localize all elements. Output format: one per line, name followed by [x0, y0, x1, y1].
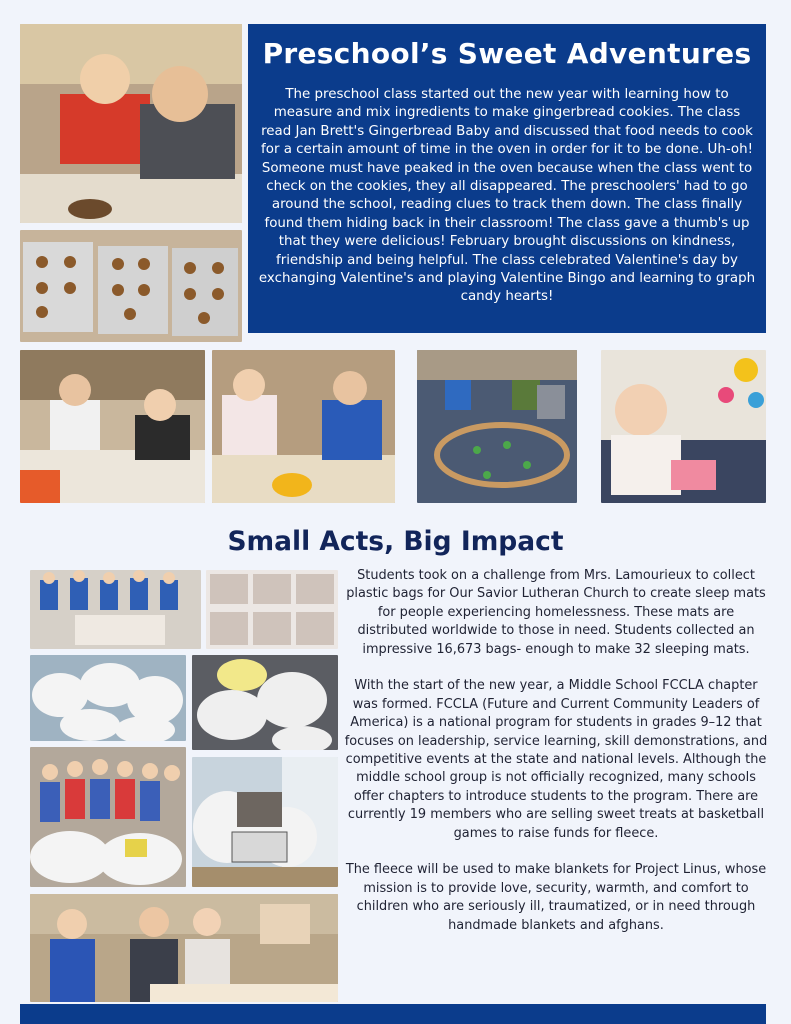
photo-girl-smiling	[601, 350, 766, 503]
page-title: Preschool’s Sweet Adventures	[262, 37, 752, 70]
paragraph-fccla: With the start of the new year, a Middle School FCCLA chapter was formed. FCCLA (Future and Current Community Leaders of America) is a national program for students in grades 9–12 that focuses on leadership, service learning, skill demonstrations, and competitive events at the state and national levels. Although the middle school group is not officially recognized, many schools offer chapters to introduce students to the program. There are currently 19 members who are selling sweet treats at basketball games to raise funds for fleece.	[344, 678, 768, 841]
photo-gingerbread-trays	[20, 230, 242, 342]
header-body-text: The preschool class started out the new year with learning how to measure and mix ingredients to make gingerbread cookies. The class read Jan Brett's Gingerbread Baby and discussed that food needs to cook for a certain amount of time in the oven in order for it to be done. Uh-oh! Someone must have peaked in the oven because when the class went to check on the cookies, they all disappeared. The preschoolers' had to go around the school, reading clues to track them down. The class finally found them hiding back in their classroom! The class gave a thumb's up that they were delicious! February brought discussions on kindness, friendship and being helpful. The class celebrated Valentine's day by exchanging Valentine's and playing Valentine Bingo and learning to graph candy hearts!	[258, 87, 756, 305]
photo-kids-measuring	[212, 350, 395, 503]
photo-kids-train-set	[417, 350, 577, 503]
footer-bar	[20, 1004, 766, 1024]
paragraph-project-linus: The fleece will be used to make blankets for Project Linus, whose mission is to provide love, security, warmth, and comfort to children who are seriously ill, traumatized, or in need through handmade blankets and afghans.	[345, 862, 767, 933]
header-box	[248, 24, 766, 333]
photo-students-with-bags	[30, 747, 186, 887]
photo-bag-stack-display	[192, 757, 338, 887]
photo-plastic-bags-pile	[30, 655, 186, 741]
section-body	[344, 567, 768, 953]
photo-fccla-members	[30, 894, 338, 1002]
photo-bags-closeup	[192, 655, 338, 750]
photo-collage-grid	[206, 570, 338, 649]
photo-kids-making-cookies	[20, 24, 242, 223]
section-title: Small Acts, Big Impact	[227, 526, 564, 557]
photo-group-with-mat	[30, 570, 201, 649]
photo-kids-at-table	[20, 350, 205, 503]
paragraph-plastic-bags: Students took on a challenge from Mrs. Lamourieux to collect plastic bags for Our Savior Lutheran Church to create sleep mats for people experiencing homelessness. These mats are distributed worldwide to those in need. Students collected an impressive 16,673 bags- enough to make 32 sleeping mats.	[346, 568, 766, 657]
